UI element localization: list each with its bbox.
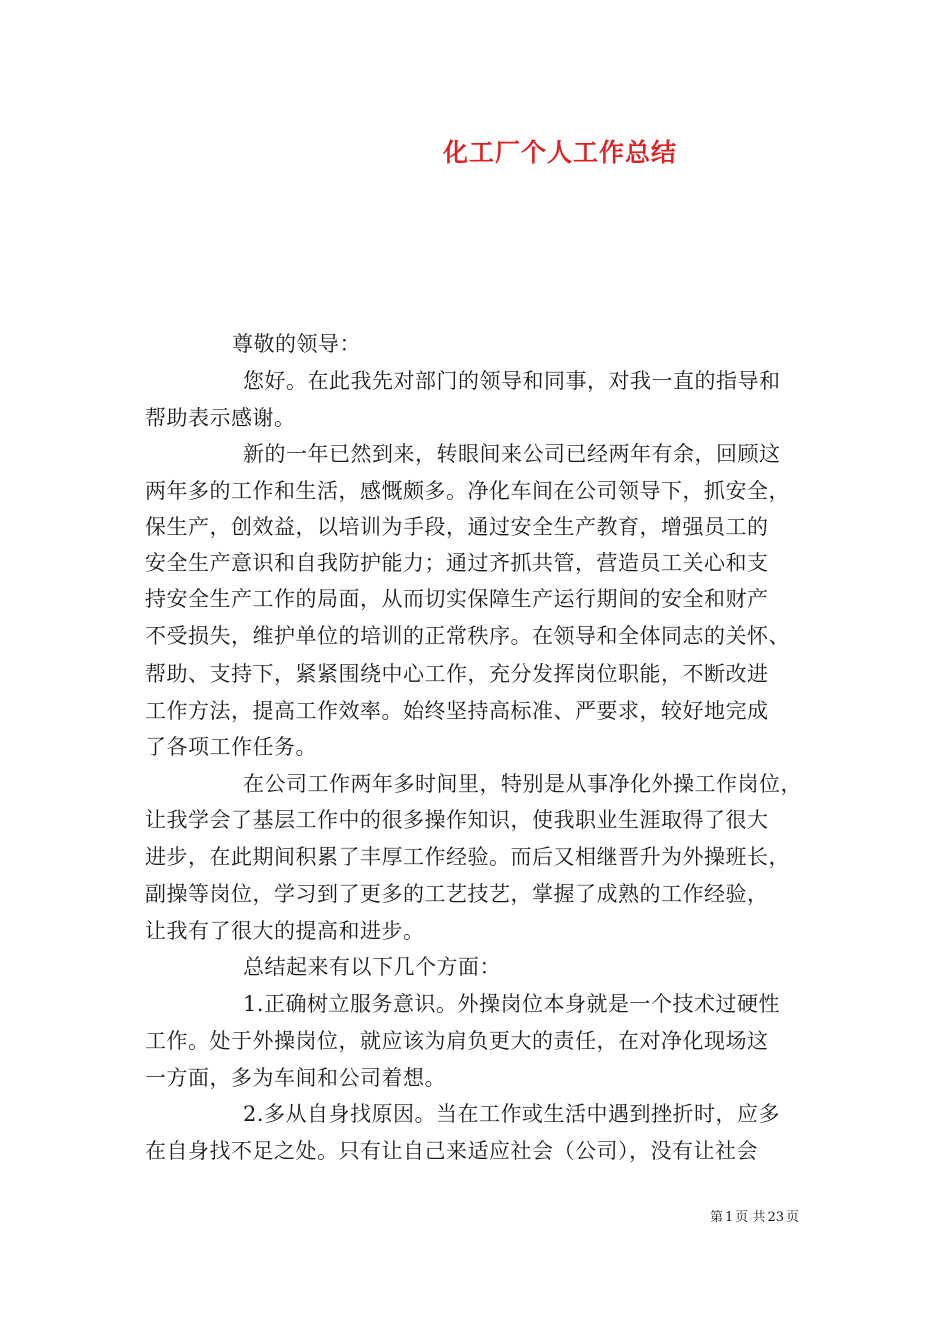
- body-line: 工作。处于外操岗位，就应该为肩负更大的责任，在对净化现场这: [145, 1029, 769, 1053]
- body-line: 帮助表示感谢。: [145, 406, 296, 430]
- body-line: 让我学会了基层工作中的很多操作知识，使我职业生涯取得了很大: [145, 808, 769, 832]
- body-line: 保生产，创效益，以培训为手段，通过安全生产教育，增强员工的: [145, 515, 769, 539]
- footer-prefix: 第: [710, 1210, 724, 1225]
- body-line: 总结起来有以下几个方面：: [243, 955, 501, 979]
- salutation: 尊敬的领导：: [232, 332, 361, 356]
- footer-page-number: 1: [725, 1210, 734, 1225]
- body-line: 工作方法，提高工作效率。始终坚持高标准、严要求，较好地完成: [145, 699, 769, 723]
- page-number-footer: [709, 1206, 800, 1225]
- body-line: 副操等岗位，学习到了更多的工艺技艺，掌握了成熟的工作经验，: [145, 882, 769, 906]
- body-line: 新的一年已然到来，转眼间来公司已经两年有余，回顾这: [243, 442, 781, 466]
- body-line: 您好。在此我先对部门的领导和同事，对我一直的指导和: [243, 369, 781, 393]
- body-line: 2.多从自身找原因。当在工作或生活中遇到挫折时，应多: [243, 1102, 781, 1126]
- body-line: 帮助、支持下，紧紧围绕中心工作，充分发挥岗位职能，不断改进: [145, 662, 769, 686]
- body-line: 进步，在此期间积累了丰厚工作经验。而后又相继晋升为外操班长，: [145, 845, 790, 869]
- footer-suffix: 页: [785, 1210, 799, 1225]
- body-line: 一方面，多为车间和公司着想。: [145, 1066, 446, 1090]
- body-line: 在公司工作两年多时间里，特别是从事净化外操工作岗位，: [243, 772, 802, 796]
- footer-mid: 页 共: [735, 1210, 766, 1225]
- body-line: 让我有了很大的提高和进步。: [145, 919, 425, 943]
- body-line: 在自身找不足之处。只有让自己来适应社会（公司），没有让社会: [145, 1139, 758, 1163]
- body-line: 两年多的工作和生活，感慨颇多。净化车间在公司领导下，抓安全，: [145, 479, 790, 503]
- body-line: 不受损失，维护单位的培训的正常秩序。在领导和全体同志的关怀、: [145, 624, 790, 648]
- body-line: 1.正确树立服务意识。外操岗位本身就是一个技术过硬性: [243, 992, 781, 1016]
- body-line: 了各项工作任务。: [145, 735, 317, 759]
- body-line: 安全生产意识和自我防护能力；通过齐抓共管，营造员工关心和支: [145, 551, 769, 575]
- footer-total-pages: 23: [767, 1210, 784, 1225]
- document-title: 化工厂个人工作总结: [442, 138, 677, 167]
- body-line: 持安全生产工作的局面，从而切实保障生产运行期间的安全和财产: [145, 587, 769, 611]
